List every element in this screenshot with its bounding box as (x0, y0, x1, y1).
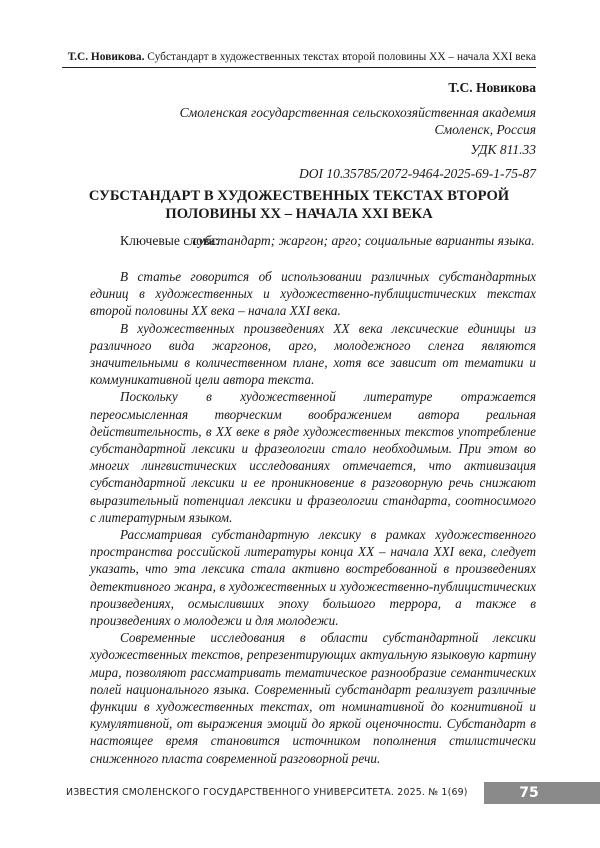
doi: DOI 10.35785/2072-9464-2025-69-1-75-87 (299, 166, 536, 181)
running-head-author: Т.С. Новикова. (67, 51, 145, 63)
abstract-paragraph: В художественных произведениях XX века лексические единицы из различного вида жаргонов, арго, молодежного сленга являются значительными в количественном плане, хотя все зависит от тематики и коммуникативной цели автора текста. (90, 320, 536, 388)
article-title (62, 188, 536, 223)
running-head (62, 50, 536, 64)
running-head-title: Субстандарт в художественных текстах второй половины XX – начала XXI века (147, 51, 536, 63)
keywords-list: субстандарт; жаргон; арго; социальные варианты языка. (192, 233, 535, 248)
journal-footer: ИЗВЕСТИЯ СМОЛЕНСКОГО ГОСУДАРСТВЕННОГО УНИВЕРСИТЕТА. 2025. № 1(69) (66, 787, 468, 798)
title-line-2: ПОЛОВИНЫ ХХ – НАЧАЛА XXI ВЕКА (165, 205, 433, 222)
abstract-paragraph: Рассматривая субстандартную лексику в рамках художественного пространства российской литературы конца XX – начала XXI века, следует указать, что эта лексика стала активно востребованной в произведениях детективного жанра, в художественных и художественно-публицистических произведениях, осмысливших эпоху большого террора, а также в произведениях о молодежи и для молодежи. (90, 527, 536, 629)
article-author: Т.С. Новикова (448, 80, 536, 95)
abstract-paragraph: В статье говорится об использовании различных субстандартных единиц в художественных и художественно-публицистических текстах второй половины ХХ века – начала XXI века. (90, 269, 536, 319)
abstract-paragraph: Современные исследования в области субстандартной лексики художественных текстов, репрезентирующих актуальную языковую картину мира, позволяют рассматривать тематическое разнообразие семантических полей национального языка. Современный субстандарт реализует различные функции в художественных текстах, от номинативной до когнитивной и кумулятивной, от выражения эмоций до яркой оценочности. Субстандарт в настоящее время становится источником пополнения стилистически сниженного пласта современной разговорной речи. (90, 630, 536, 766)
keywords (90, 232, 536, 250)
keywords-label: Ключевые слова: (120, 233, 220, 248)
udk-code: УДК 811.33 (470, 142, 536, 157)
affiliation-city: Смоленск, Россия (434, 122, 536, 137)
header-rule (62, 67, 536, 68)
abstract-paragraph: Поскольку в художественной литературе отражается переосмысленная творческим воображением автора реальная действительность, в XX веке в ряде художественных текстов употребление субстандартной лексики и фразеологии стало необходимым. При этом во многих лингвистических исследованиях отмечается, что активизация субстандартной лексики и ее проникновение в разговорную речь снижают выразительный потенциал лексики и фразеологии стандарта, соотносимого с литературным языком. (90, 389, 536, 525)
affiliation-organization: Смоленская государственная сельскохозяйственная академия (179, 105, 536, 120)
page-number: 75 (519, 785, 539, 801)
author-affiliation (180, 104, 536, 138)
abstract (90, 268, 536, 767)
title-line-1: СУБСТАНДАРТ В ХУДОЖЕСТВЕННЫХ ТЕКСТАХ ВТОРОЙ (88, 188, 510, 204)
